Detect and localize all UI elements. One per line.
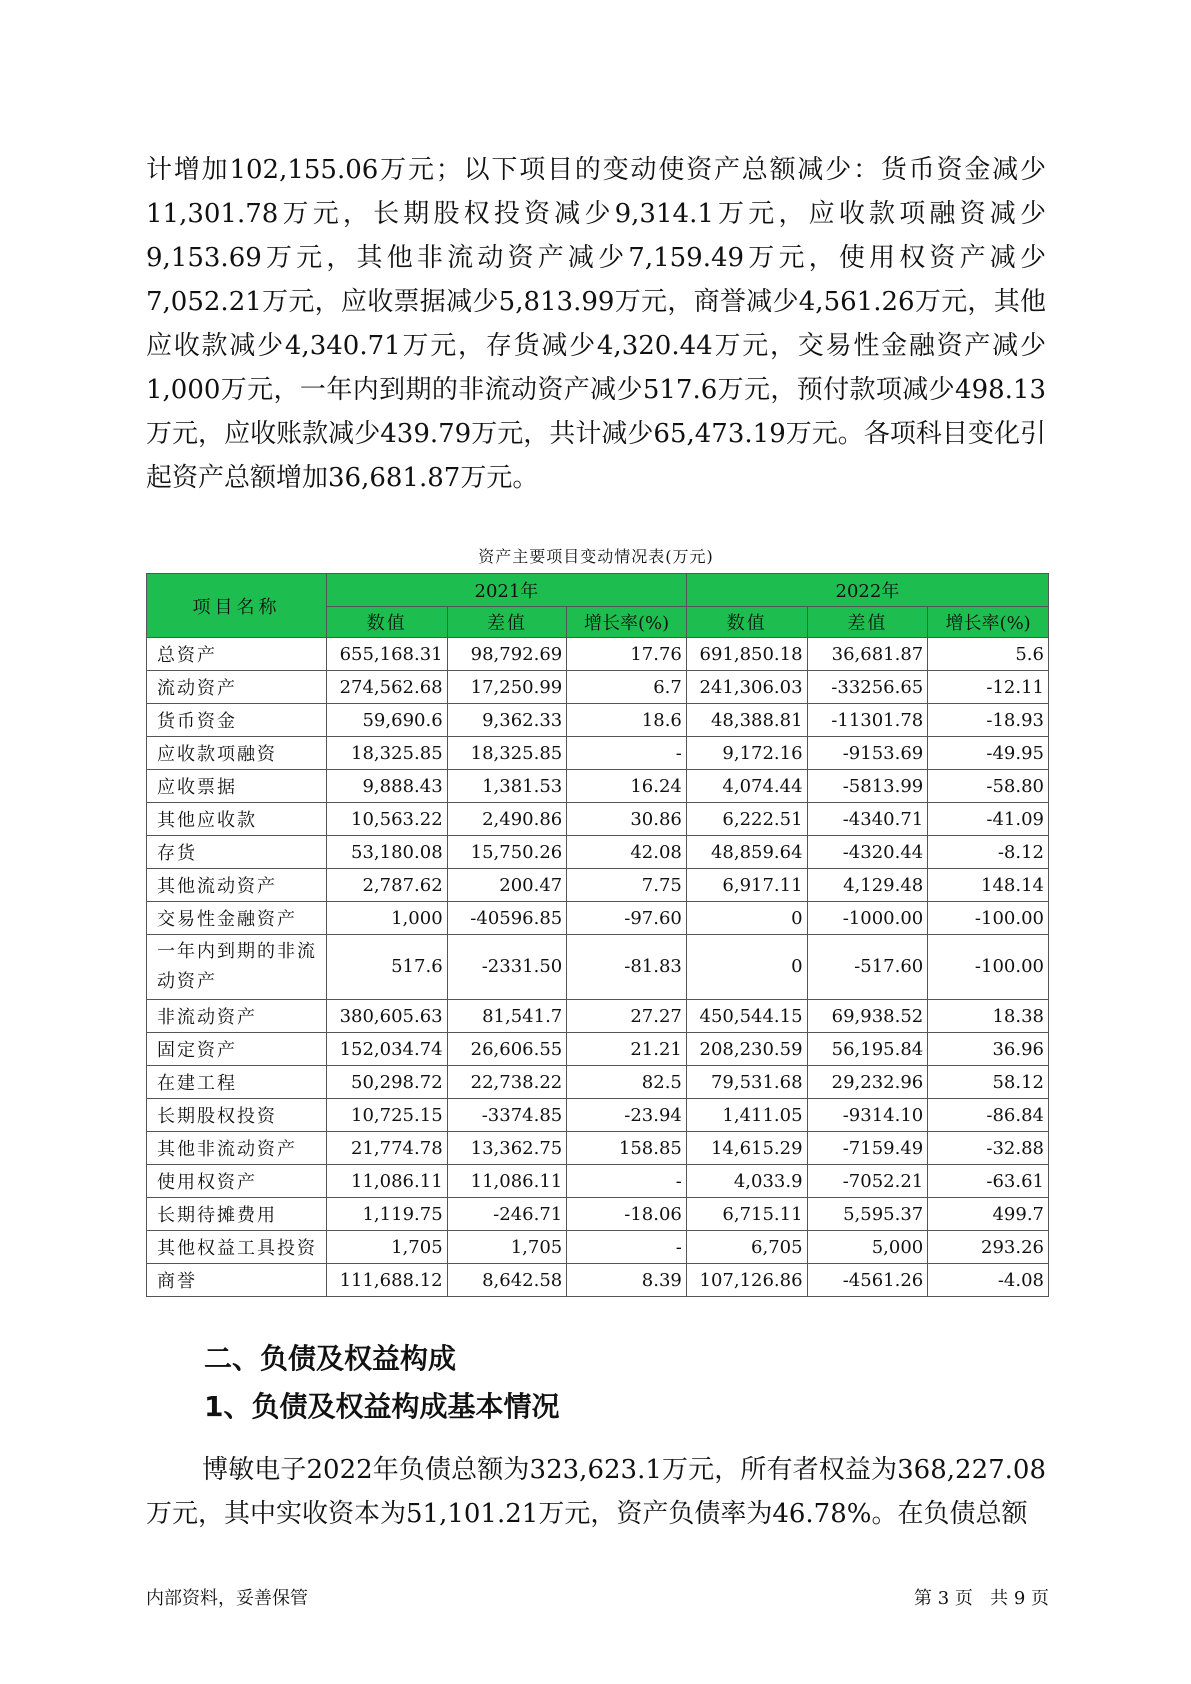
value-2021: 11,086.11 xyxy=(326,1165,447,1198)
row-name: 在建工程 xyxy=(147,1066,327,1099)
body-paragraph xyxy=(146,1448,1046,1536)
rate-2022: 58.12 xyxy=(928,1066,1049,1099)
rate-2022: -63.61 xyxy=(928,1165,1049,1198)
table-row xyxy=(147,803,1049,836)
diff-2022: -4561.26 xyxy=(807,1264,928,1297)
rate-2021: - xyxy=(567,737,687,770)
rate-2022: 36.96 xyxy=(928,1033,1049,1066)
rate-2022: 293.26 xyxy=(928,1231,1049,1264)
value-2021: 111,688.12 xyxy=(326,1264,447,1297)
rate-2022: -100.00 xyxy=(928,935,1049,1000)
row-name: 其他非流动资产 xyxy=(147,1132,327,1165)
table-row xyxy=(147,1099,1049,1132)
row-name: 流动资产 xyxy=(147,671,327,704)
rate-2022: -58.80 xyxy=(928,770,1049,803)
value-2021: 1,000 xyxy=(326,902,447,935)
diff-2022: 56,195.84 xyxy=(807,1033,928,1066)
header-rate-2021: 增长率(%) xyxy=(567,607,687,638)
table-row xyxy=(147,1231,1049,1264)
rate-2022: -12.11 xyxy=(928,671,1049,704)
table-body xyxy=(147,638,1049,1297)
diff-2022: -4320.44 xyxy=(807,836,928,869)
rate-2021: 7.75 xyxy=(567,869,687,902)
diff-2022: 36,681.87 xyxy=(807,638,928,671)
row-name: 一年内到期的非流动资产 xyxy=(147,935,327,1000)
diff-2021: 200.47 xyxy=(447,869,567,902)
header-year-2022: 2022年 xyxy=(686,574,1048,607)
rate-2022: 148.14 xyxy=(928,869,1049,902)
rate-2022: 18.38 xyxy=(928,1000,1049,1033)
table-row xyxy=(147,737,1049,770)
header-rate-2022: 增长率(%) xyxy=(928,607,1049,638)
value-2022: 4,033.9 xyxy=(686,1165,807,1198)
rate-2021: 158.85 xyxy=(567,1132,687,1165)
diff-2021: 22,738.22 xyxy=(447,1066,567,1099)
value-2021: 1,705 xyxy=(326,1231,447,1264)
table-row xyxy=(147,1198,1049,1231)
header-value-2021: 数值 xyxy=(326,607,447,638)
diff-2021: -3374.85 xyxy=(447,1099,567,1132)
diff-2022: 5,595.37 xyxy=(807,1198,928,1231)
header-item-name: 项目名称 xyxy=(147,574,327,638)
rate-2021: 8.39 xyxy=(567,1264,687,1297)
rate-2021: 30.86 xyxy=(567,803,687,836)
diff-2022: -7159.49 xyxy=(807,1132,928,1165)
subsection-heading: 1、负债及权益构成基本情况 xyxy=(204,1390,560,1423)
table-row xyxy=(147,935,1049,1000)
diff-2022: -11301.78 xyxy=(807,704,928,737)
value-2022: 48,388.81 xyxy=(686,704,807,737)
row-name: 应收款项融资 xyxy=(147,737,327,770)
value-2022: 0 xyxy=(686,902,807,935)
row-name: 其他应收款 xyxy=(147,803,327,836)
table-row xyxy=(147,1264,1049,1297)
row-name: 其他权益工具投资 xyxy=(147,1231,327,1264)
rate-2021: -81.83 xyxy=(567,935,687,1000)
value-2022: 1,411.05 xyxy=(686,1099,807,1132)
table-row xyxy=(147,1000,1049,1033)
table-row xyxy=(147,869,1049,902)
table-row xyxy=(147,1066,1049,1099)
value-2021: 380,605.63 xyxy=(326,1000,447,1033)
rate-2021: 6.7 xyxy=(567,671,687,704)
value-2021: 517.6 xyxy=(326,935,447,1000)
rate-2022: -18.93 xyxy=(928,704,1049,737)
table-row xyxy=(147,1165,1049,1198)
value-2021: 152,034.74 xyxy=(326,1033,447,1066)
diff-2022: -7052.21 xyxy=(807,1165,928,1198)
diff-2022: 29,232.96 xyxy=(807,1066,928,1099)
value-2021: 18,325.85 xyxy=(326,737,447,770)
value-2021: 9,888.43 xyxy=(326,770,447,803)
diff-2021: 9,362.33 xyxy=(447,704,567,737)
value-2021: 10,563.22 xyxy=(326,803,447,836)
body-text: 博敏电子2022年负债总额为323,623.1万元，所有者权益为368,227.08万元，其中实收资本为51,101.21万元，资产负债率为46.78%。在负债总额 xyxy=(146,1455,1046,1529)
diff-2022: 69,938.52 xyxy=(807,1000,928,1033)
row-name: 货币资金 xyxy=(147,704,327,737)
rate-2021: - xyxy=(567,1231,687,1264)
table-row xyxy=(147,1132,1049,1165)
row-name: 总资产 xyxy=(147,638,327,671)
rate-2022: -41.09 xyxy=(928,803,1049,836)
rate-2022: -8.12 xyxy=(928,836,1049,869)
row-name: 固定资产 xyxy=(147,1033,327,1066)
value-2022: 0 xyxy=(686,935,807,1000)
diff-2022: -5813.99 xyxy=(807,770,928,803)
value-2021: 53,180.08 xyxy=(326,836,447,869)
rate-2021: 17.76 xyxy=(567,638,687,671)
diff-2021: 13,362.75 xyxy=(447,1132,567,1165)
table-row xyxy=(147,1033,1049,1066)
value-2022: 79,531.68 xyxy=(686,1066,807,1099)
diff-2021: 1,381.53 xyxy=(447,770,567,803)
intro-text: 计增加102,155.06万元；以下项目的变动使资产总额减少：货币资金减少11,301.78万元，长期股权投资减少9,314.1万元，应收款项融资减少9,153.69万元，其他非流动资产减少7,159.49万元，使用权资产减少7,052.21万元，应收票据减少5,813.99万元，商誉减少4,561.26万元，其他应收款减少4,340.71万元，存货减少4,320.44万元，交易性金融资产减少1,000万元，一年内到期的非流动资产减少517.6万元，预付款项减少498.13万元，应收账款减少439.79万元，共计减少65,473.19万元。各项科目变化引起资产总额增加36,681.87万元。 xyxy=(146,155,1046,493)
rate-2022: -32.88 xyxy=(928,1132,1049,1165)
value-2022: 107,126.86 xyxy=(686,1264,807,1297)
footer-confidential: 内部资料，妥善保管 xyxy=(146,1588,308,1609)
header-diff-2022: 差值 xyxy=(807,607,928,638)
row-name: 存货 xyxy=(147,836,327,869)
table-row xyxy=(147,770,1049,803)
diff-2021: 2,490.86 xyxy=(447,803,567,836)
value-2022: 4,074.44 xyxy=(686,770,807,803)
asset-change-table xyxy=(146,573,1049,1297)
row-name: 其他流动资产 xyxy=(147,869,327,902)
diff-2021: 1,705 xyxy=(447,1231,567,1264)
rate-2021: -18.06 xyxy=(567,1198,687,1231)
row-name: 非流动资产 xyxy=(147,1000,327,1033)
value-2021: 59,690.6 xyxy=(326,704,447,737)
value-2022: 241,306.03 xyxy=(686,671,807,704)
diff-2021: -40596.85 xyxy=(447,902,567,935)
table-row xyxy=(147,902,1049,935)
header-diff-2021: 差值 xyxy=(447,607,567,638)
diff-2022: -1000.00 xyxy=(807,902,928,935)
value-2021: 2,787.62 xyxy=(326,869,447,902)
table-row xyxy=(147,638,1049,671)
diff-2022: -9314.10 xyxy=(807,1099,928,1132)
rate-2021: -97.60 xyxy=(567,902,687,935)
value-2021: 10,725.15 xyxy=(326,1099,447,1132)
row-name: 长期待摊费用 xyxy=(147,1198,327,1231)
section-heading: 二、负债及权益构成 xyxy=(204,1342,457,1375)
rate-2021: 82.5 xyxy=(567,1066,687,1099)
table-row xyxy=(147,704,1049,737)
diff-2021: 81,541.7 xyxy=(447,1000,567,1033)
diff-2022: -517.60 xyxy=(807,935,928,1000)
value-2021: 1,119.75 xyxy=(326,1198,447,1231)
row-name: 应收票据 xyxy=(147,770,327,803)
diff-2021: 17,250.99 xyxy=(447,671,567,704)
header-year-2021: 2021年 xyxy=(326,574,686,607)
rate-2022: -4.08 xyxy=(928,1264,1049,1297)
diff-2022: 5,000 xyxy=(807,1231,928,1264)
rate-2021: 21.21 xyxy=(567,1033,687,1066)
value-2022: 450,544.15 xyxy=(686,1000,807,1033)
value-2022: 691,850.18 xyxy=(686,638,807,671)
diff-2022: -9153.69 xyxy=(807,737,928,770)
rate-2021: 27.27 xyxy=(567,1000,687,1033)
row-name: 使用权资产 xyxy=(147,1165,327,1198)
value-2022: 6,705 xyxy=(686,1231,807,1264)
table-row xyxy=(147,671,1049,704)
rate-2021: 18.6 xyxy=(567,704,687,737)
value-2021: 21,774.78 xyxy=(326,1132,447,1165)
diff-2021: 11,086.11 xyxy=(447,1165,567,1198)
value-2022: 6,222.51 xyxy=(686,803,807,836)
value-2022: 208,230.59 xyxy=(686,1033,807,1066)
rate-2021: - xyxy=(567,1165,687,1198)
diff-2022: -33256.65 xyxy=(807,671,928,704)
diff-2021: 8,642.58 xyxy=(447,1264,567,1297)
footer-page-number: 第 3 页 共 9 页 xyxy=(914,1588,1049,1609)
value-2022: 6,715.11 xyxy=(686,1198,807,1231)
rate-2022: -86.84 xyxy=(928,1099,1049,1132)
row-name: 商誉 xyxy=(147,1264,327,1297)
rate-2021: -23.94 xyxy=(567,1099,687,1132)
value-2021: 655,168.31 xyxy=(326,638,447,671)
rate-2021: 16.24 xyxy=(567,770,687,803)
value-2022: 48,859.64 xyxy=(686,836,807,869)
value-2021: 50,298.72 xyxy=(326,1066,447,1099)
rate-2022: -100.00 xyxy=(928,902,1049,935)
value-2021: 274,562.68 xyxy=(326,671,447,704)
intro-paragraph xyxy=(146,148,1046,500)
row-name: 交易性金融资产 xyxy=(147,902,327,935)
rate-2022: -49.95 xyxy=(928,737,1049,770)
diff-2021: 26,606.55 xyxy=(447,1033,567,1066)
diff-2021: -2331.50 xyxy=(447,935,567,1000)
row-name: 长期股权投资 xyxy=(147,1099,327,1132)
diff-2021: -246.71 xyxy=(447,1198,567,1231)
diff-2022: 4,129.48 xyxy=(807,869,928,902)
value-2022: 6,917.11 xyxy=(686,869,807,902)
header-value-2022: 数值 xyxy=(686,607,807,638)
value-2022: 9,172.16 xyxy=(686,737,807,770)
table-row xyxy=(147,836,1049,869)
rate-2021: 42.08 xyxy=(567,836,687,869)
table-caption: 资产主要项目变动情况表(万元) xyxy=(478,547,714,566)
diff-2022: -4340.71 xyxy=(807,803,928,836)
diff-2021: 18,325.85 xyxy=(447,737,567,770)
diff-2021: 15,750.26 xyxy=(447,836,567,869)
diff-2021: 98,792.69 xyxy=(447,638,567,671)
rate-2022: 5.6 xyxy=(928,638,1049,671)
value-2022: 14,615.29 xyxy=(686,1132,807,1165)
rate-2022: 499.7 xyxy=(928,1198,1049,1231)
